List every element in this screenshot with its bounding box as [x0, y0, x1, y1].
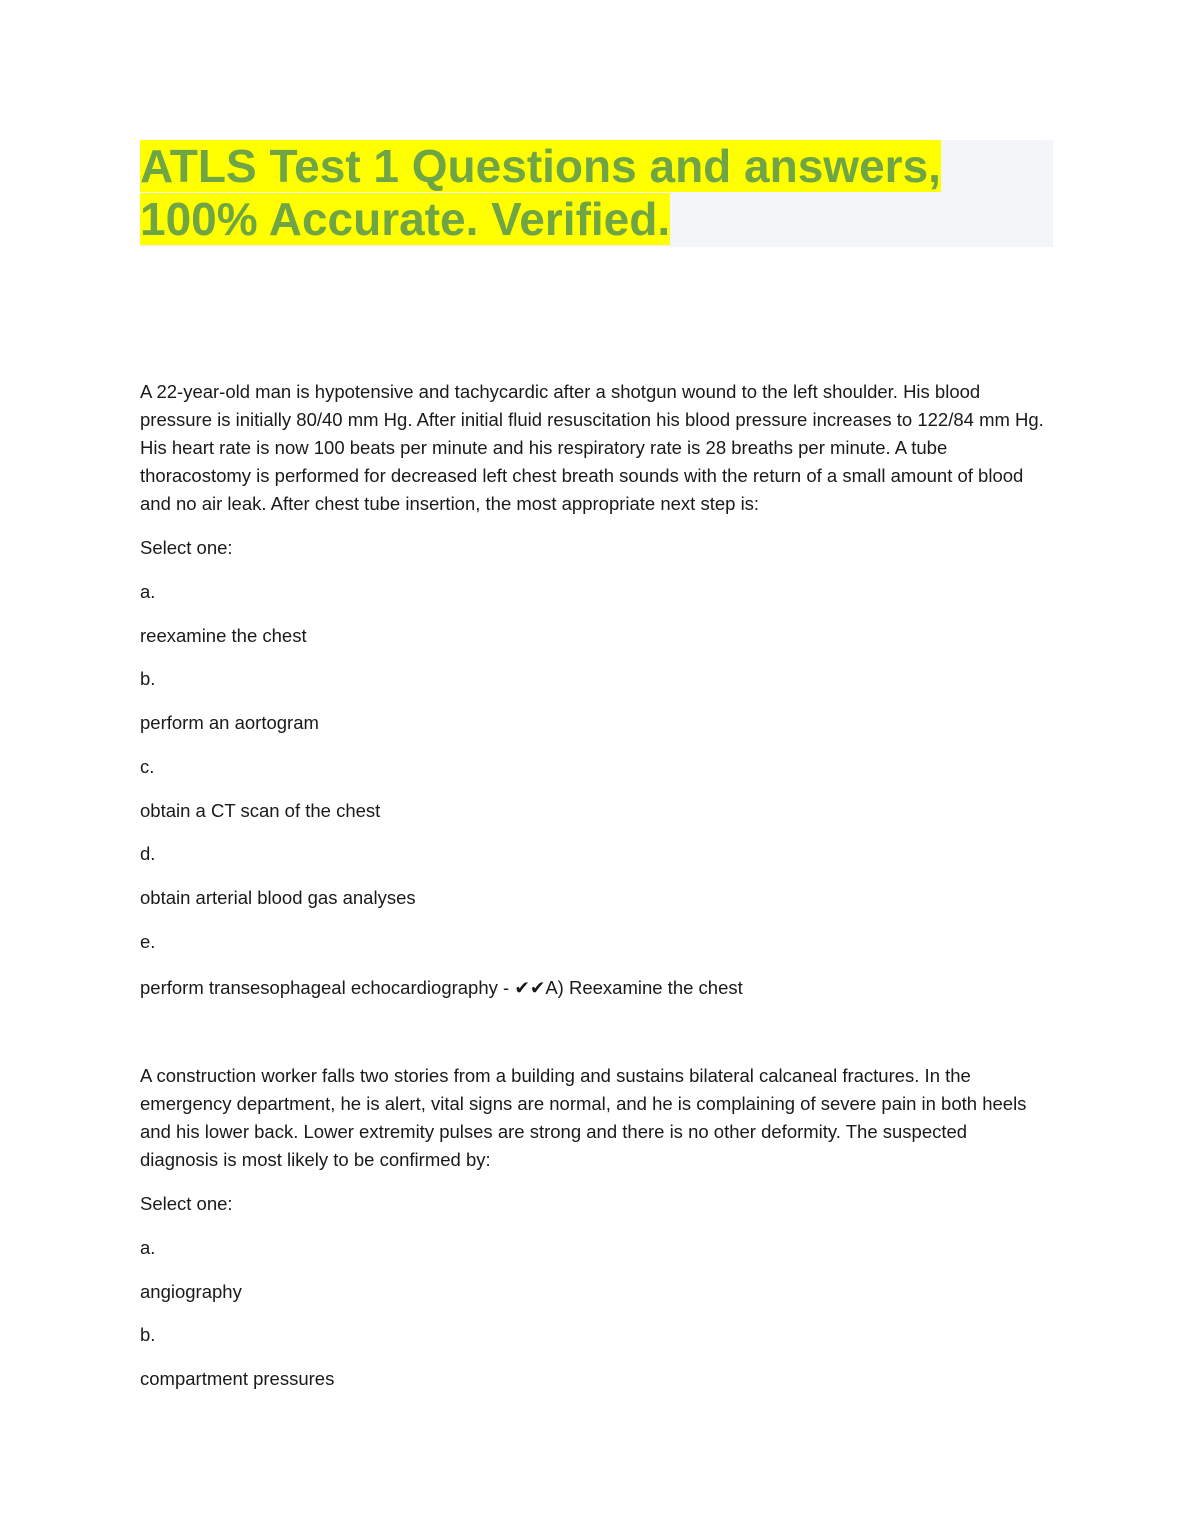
- title-line-1: ATLS Test 1 Questions and answers,: [140, 140, 941, 192]
- option-text: obtain a CT scan of the chest: [140, 800, 381, 821]
- option-text: angiography: [140, 1281, 242, 1302]
- option-text-with-answer: perform transesophageal echocardiography - ✔✔A) Reexamine the chest: [140, 977, 743, 998]
- title-line-2: 100% Accurate. Verified.: [140, 193, 671, 245]
- question-text: A 22-year-old man is hypotensive and tachycardic after a shotgun wound to the left shoulder. His blood pressure is initially 80/40 mm Hg. After initial fluid resuscitation his blood pressure increases to 122/84 mm Hg. His heart rate is now 100 beats per minute and his respiratory rate is 28 breaths per minute. A tube thoracostomy is performed for decreased left chest breath sounds with the return of a small amount of blood and no air leak. After chest tube insertion, the most appropriate next step is:: [140, 381, 1044, 514]
- option-letter: d.: [140, 843, 156, 864]
- option-letter: c.: [140, 756, 155, 777]
- title-block: [140, 140, 1053, 247]
- question-text: A construction worker falls two stories from a building and sustains bilateral calcaneal fractures. In the emergency department, he is alert, vital signs are normal, and he is complaining of severe pain in both heels and his lower back. Lower extremity pulses are strong and there is no other deformity. The suspected diagnosis is most likely to be confirmed by:: [140, 1065, 1027, 1170]
- option-text: reexamine the chest: [140, 625, 307, 646]
- question-1: [140, 378, 1050, 1002]
- option-text: obtain arterial blood gas analyses: [140, 887, 416, 908]
- option-letter: b.: [140, 1324, 156, 1345]
- document-title: [140, 140, 1053, 246]
- option-letter: a.: [140, 581, 156, 602]
- option-letter: b.: [140, 668, 156, 689]
- select-one-prompt: Select one:: [140, 1193, 233, 1214]
- option-letter: e.: [140, 931, 156, 952]
- select-one-prompt: Select one:: [140, 537, 233, 558]
- option-text: perform an aortogram: [140, 712, 319, 733]
- option-letter: a.: [140, 1237, 156, 1258]
- option-text: compartment pressures: [140, 1368, 335, 1389]
- question-2: [140, 1062, 1050, 1393]
